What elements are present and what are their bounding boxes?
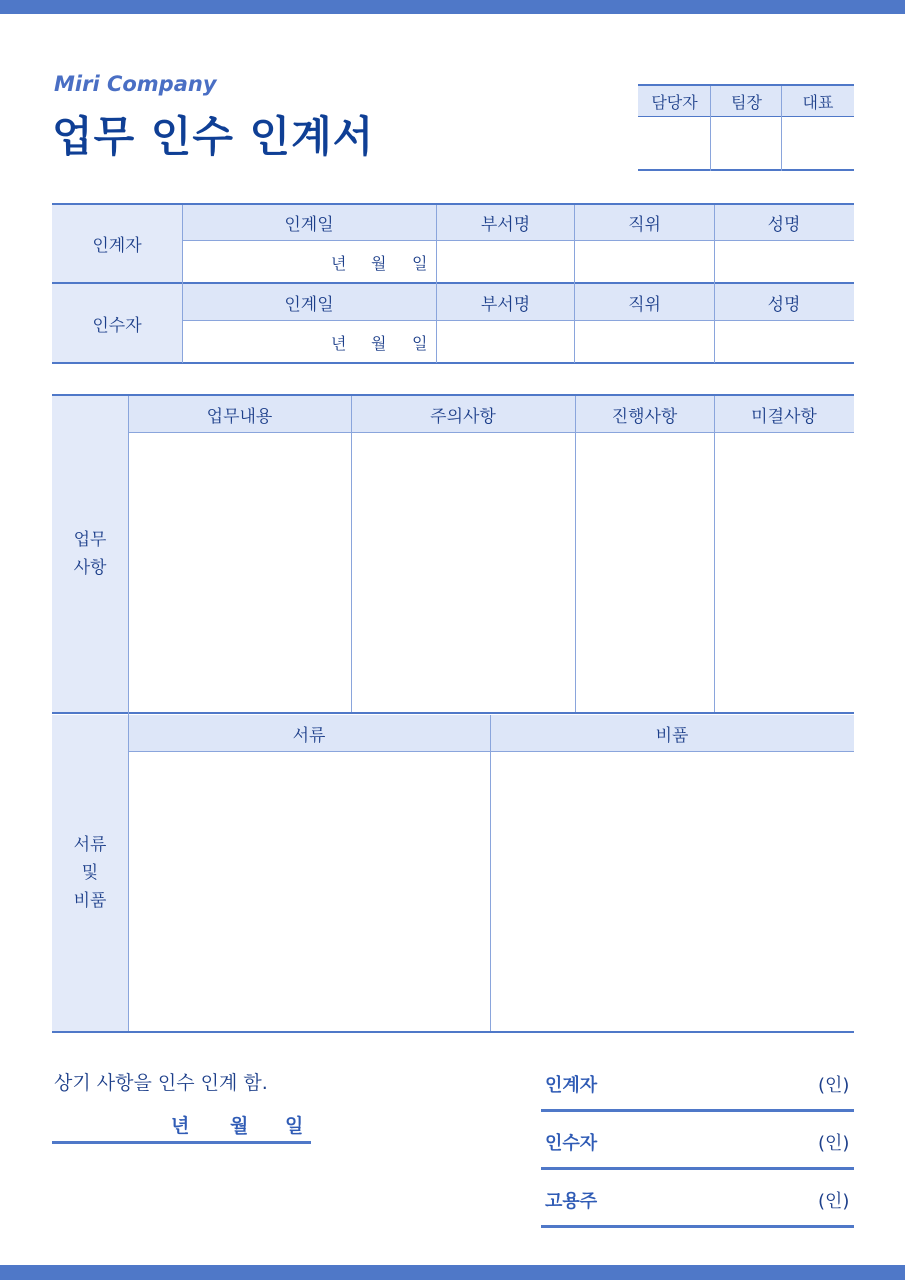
signature-line [541, 1225, 854, 1228]
giver-date-day: 일 [412, 254, 428, 273]
row-divider [128, 751, 854, 752]
documents-supplies-field[interactable] [491, 752, 854, 1031]
signer-seal-employer[interactable]: (인) [818, 1191, 850, 1212]
col-divider [575, 396, 576, 712]
receiver-name-field[interactable] [715, 321, 854, 363]
footer-date-year: 년 [171, 1115, 190, 1137]
receiver-col-department: 부서명 [436, 284, 575, 320]
documents-col-papers: 서류 [128, 715, 490, 751]
signer-label-employer: 고용주 [545, 1191, 598, 1212]
tasks-col-cautions: 주의사항 [351, 396, 575, 432]
bottom-accent-bar [0, 1265, 905, 1280]
approval-box [638, 84, 854, 171]
signer-seal-receiver[interactable]: (인) [818, 1133, 850, 1154]
approval-header-staff: 담당자 [638, 86, 711, 117]
footer-date-underline [52, 1141, 311, 1144]
col-divider [182, 205, 183, 363]
table-border [52, 712, 854, 714]
giver-col-date: 인계일 [182, 205, 436, 240]
documents-side-label [52, 715, 128, 1031]
approval-sign-ceo[interactable] [782, 118, 854, 171]
receiver-col-date: 인계일 [182, 284, 436, 320]
documents-papers-field[interactable] [129, 752, 489, 1031]
receiver-col-name: 성명 [714, 284, 854, 320]
tasks-side-label-line1: 업무 [73, 530, 107, 550]
table-border [52, 1031, 854, 1033]
row-divider [182, 240, 854, 241]
signer-label-giver: 인계자 [545, 1075, 598, 1096]
giver-department-field[interactable] [437, 241, 574, 282]
col-divider [351, 396, 352, 712]
tasks-side-label-line2: 사항 [73, 558, 107, 578]
documents-col-supplies: 비품 [490, 715, 854, 751]
table-border [52, 362, 854, 364]
tasks-side-label [52, 396, 128, 712]
approval-header-ceo: 대표 [782, 86, 854, 117]
table-border [52, 394, 854, 396]
col-divider [436, 205, 437, 363]
signer-label-receiver: 인수자 [545, 1133, 598, 1154]
tasks-content-field[interactable] [129, 433, 350, 712]
col-divider [574, 205, 575, 363]
col-divider [714, 205, 715, 363]
documents-side-label-line1: 서류 [73, 835, 107, 855]
receiver-date-year: 년 [331, 334, 347, 353]
giver-label: 인계자 [52, 205, 182, 282]
approval-sign-team-lead[interactable] [711, 118, 781, 171]
tasks-pending-field[interactable] [715, 433, 854, 712]
col-divider [128, 396, 129, 1031]
receiver-col-position: 직위 [575, 284, 714, 320]
receiver-date-day: 일 [412, 334, 428, 353]
signature-line [541, 1167, 854, 1170]
tasks-col-progress: 진행사항 [575, 396, 714, 432]
col-divider [714, 396, 715, 712]
row-divider [182, 320, 854, 321]
documents-side-label-line3: 비품 [73, 891, 107, 911]
table-border [52, 282, 854, 284]
giver-name-field[interactable] [715, 241, 854, 282]
tasks-col-pending: 미결사항 [714, 396, 854, 432]
top-accent-bar [0, 0, 905, 14]
page-title: 업무 인수 인계서 [52, 112, 375, 161]
tasks-col-content: 업무내용 [128, 396, 351, 432]
giver-col-department: 부서명 [436, 205, 575, 240]
receiver-date-month: 월 [371, 334, 387, 353]
giver-date-year: 년 [331, 254, 347, 273]
approval-header-team-lead: 팀장 [711, 86, 782, 117]
receiver-department-field[interactable] [437, 321, 574, 363]
col-divider [490, 715, 491, 1031]
footer-date-month: 월 [230, 1115, 249, 1137]
giver-position-field[interactable] [576, 241, 713, 282]
tasks-cautions-field[interactable] [352, 433, 574, 712]
giver-col-position: 직위 [575, 205, 714, 240]
tasks-progress-field[interactable] [576, 433, 713, 712]
confirmation-statement: 상기 사항을 인수 인계 함. [54, 1072, 268, 1094]
signature-line [541, 1109, 854, 1112]
giver-date-month: 월 [371, 254, 387, 273]
approval-sign-staff[interactable] [638, 118, 710, 171]
giver-col-name: 성명 [714, 205, 854, 240]
row-divider [128, 432, 854, 433]
table-border [52, 203, 854, 205]
company-name: Miri Company [54, 72, 217, 96]
signer-seal-giver[interactable]: (인) [818, 1075, 850, 1096]
receiver-position-field[interactable] [576, 321, 713, 363]
documents-side-label-line2: 및 [81, 863, 99, 883]
receiver-label: 인수자 [52, 284, 182, 363]
footer-date-day: 일 [285, 1115, 304, 1137]
